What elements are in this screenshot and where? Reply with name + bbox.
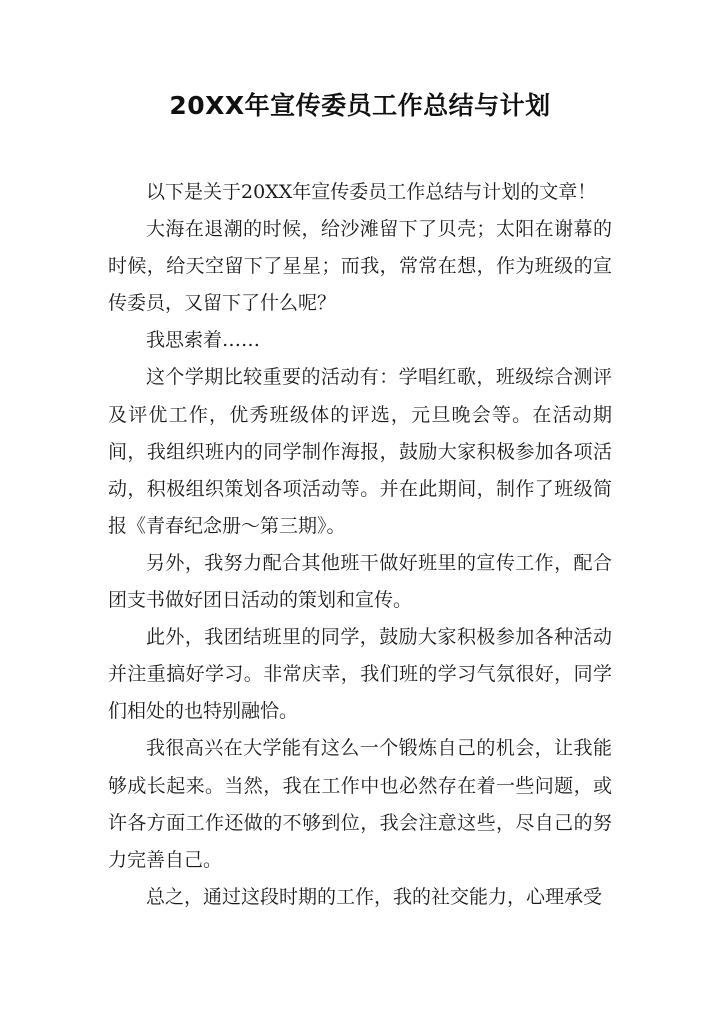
document-body — [108, 174, 612, 916]
paragraph: 总之，通过这段时期的工作，我的社交能力，心理承受 — [146, 885, 603, 908]
paragraph: 另外，我努力配合其他班干做好班里的宣传工作，配合团支书做好团日活动的策划和宣传。 — [108, 551, 612, 612]
paragraph: 大海在退潮的时候，给沙滩留下了贝壳；太阳在谢幕的时候，给天空留下了星星；而我，常常在想，作为班级的宣传委员，又留下了什么呢？ — [108, 218, 612, 315]
paragraph: 我思索着…… — [146, 329, 261, 352]
paragraph: 这个学期比较重要的活动有：学唱红歌，班级综合测评及评优工作，优秀班级体的评选，元旦晚会等。在活动期间，我组织班内的同学制作海报，鼓励大家积极参加各项活动，积极组织策划各项活动等。并在此期间，制作了班级简报《青春纪念册～第三期》。 — [108, 366, 612, 537]
document-title: 20XX年宣传委员工作总结与计划 — [169, 91, 551, 120]
paragraph-intro: 以下是关于20XX年宣传委员工作总结与计划的文章！ — [146, 181, 597, 203]
paragraph: 此外，我团结班里的同学，鼓励大家积极参加各种活动并注重搞好学习。非常庆幸，我们班的学习气氛很好，同学们相处的也特别融恰。 — [108, 626, 612, 723]
paragraph: 我很高兴在大学能有这么一个锻炼自己的机会，让我能够成长起来。当然，我在工作中也必然存在着一些问题，或许各方面工作还做的不够到位，我会注意这些，尽自己的努力完善自己。 — [108, 737, 612, 871]
